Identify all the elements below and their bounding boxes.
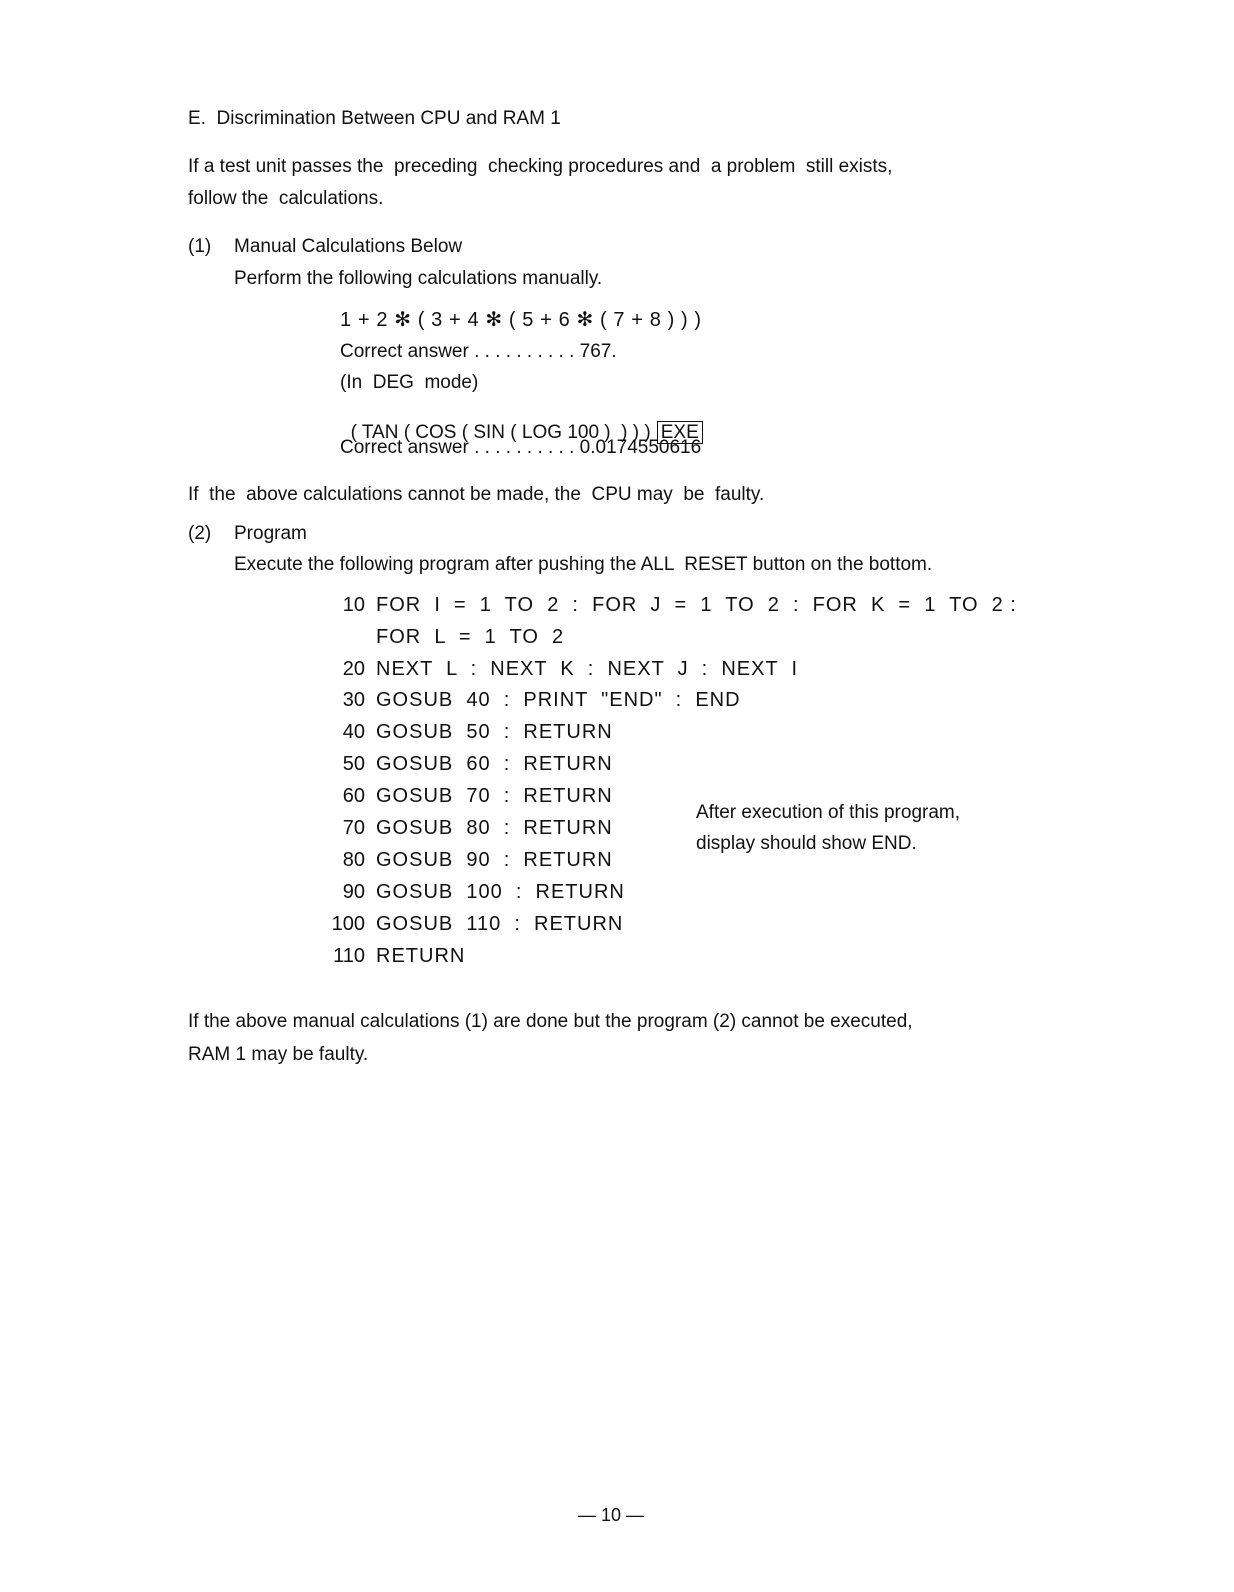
line-code: GOSUB 110 : RETURN [376, 913, 624, 935]
line-number: 50 [342, 753, 365, 775]
correct-answer-2: Correct answer . . . . . . . . . . 0.0174550616 [340, 437, 702, 458]
part1-title: Manual Calculations Below [234, 236, 463, 257]
line-code: GOSUB 50 : RETURN [376, 721, 613, 743]
line-number: 100 [331, 913, 365, 935]
line-code: GOSUB 40 : PRINT "END" : END [376, 689, 741, 711]
section-heading: E. Discrimination Between CPU and RAM 1 [188, 108, 561, 129]
conclusion-line-2: RAM 1 may be faulty. [188, 1044, 369, 1065]
line-number: 110 [333, 945, 365, 967]
line-number: 70 [342, 817, 365, 839]
line-code: GOSUB 70 : RETURN [376, 785, 613, 807]
part2-number: (2) [188, 523, 212, 544]
calc-expression-2-text: ( TAN ( COS ( SIN ( LOG 100 ) ) ) ) [350, 422, 651, 443]
line-number: 80 [342, 849, 365, 871]
line-code: RETURN [376, 945, 466, 967]
line-code: FOR I = 1 TO 2 : FOR J = 1 TO 2 : FOR K = 1 TO 2 : [376, 594, 1017, 616]
intro-line-2: follow the calculations. [188, 188, 384, 209]
exe-key-icon: EXE [657, 421, 703, 444]
line-number: 90 [342, 881, 365, 903]
line-code: GOSUB 60 : RETURN [376, 753, 613, 775]
line-number: 20 [342, 658, 365, 680]
line-code: GOSUB 80 : RETURN [376, 817, 613, 839]
line-number: 60 [342, 785, 365, 807]
page-number: — 10 — [578, 1505, 645, 1525]
line-number: 40 [342, 721, 365, 743]
line-code: GOSUB 90 : RETURN [376, 849, 613, 871]
program-note-line-1: After execution of this program, [696, 802, 961, 823]
line-number: 10 [342, 594, 365, 616]
intro-line-1: If a test unit passes the preceding checking procedures and a problem still exists, [188, 156, 893, 177]
part2-title: Program [234, 523, 307, 544]
part1-number: (1) [188, 236, 212, 257]
deg-mode-note: (In DEG mode) [340, 372, 479, 393]
line-code: NEXT L : NEXT K : NEXT J : NEXT I [376, 658, 798, 680]
cpu-fault-note: If the above calculations cannot be made, the CPU may be faulty. [188, 484, 765, 505]
program-note-line-2: display should show END. [696, 833, 917, 854]
line-number: 30 [342, 689, 365, 711]
line-code: FOR L = 1 TO 2 [376, 626, 565, 648]
line-code: GOSUB 100 : RETURN [376, 881, 625, 903]
part2-instruction: Execute the following program after pushing the ALL RESET button on the bottom. [234, 554, 933, 575]
calc-expression-1: 1 + 2 ✻ ( 3 + 4 ✻ ( 5 + 6 ✻ ( 7 + 8 ) ) ) [340, 309, 702, 331]
part1-instruction: Perform the following calculations manually. [234, 268, 603, 289]
correct-answer-1: Correct answer . . . . . . . . . . 767. [340, 341, 617, 362]
conclusion-line-1: If the above manual calculations (1) are done but the program (2) cannot be executed, [188, 1011, 913, 1032]
